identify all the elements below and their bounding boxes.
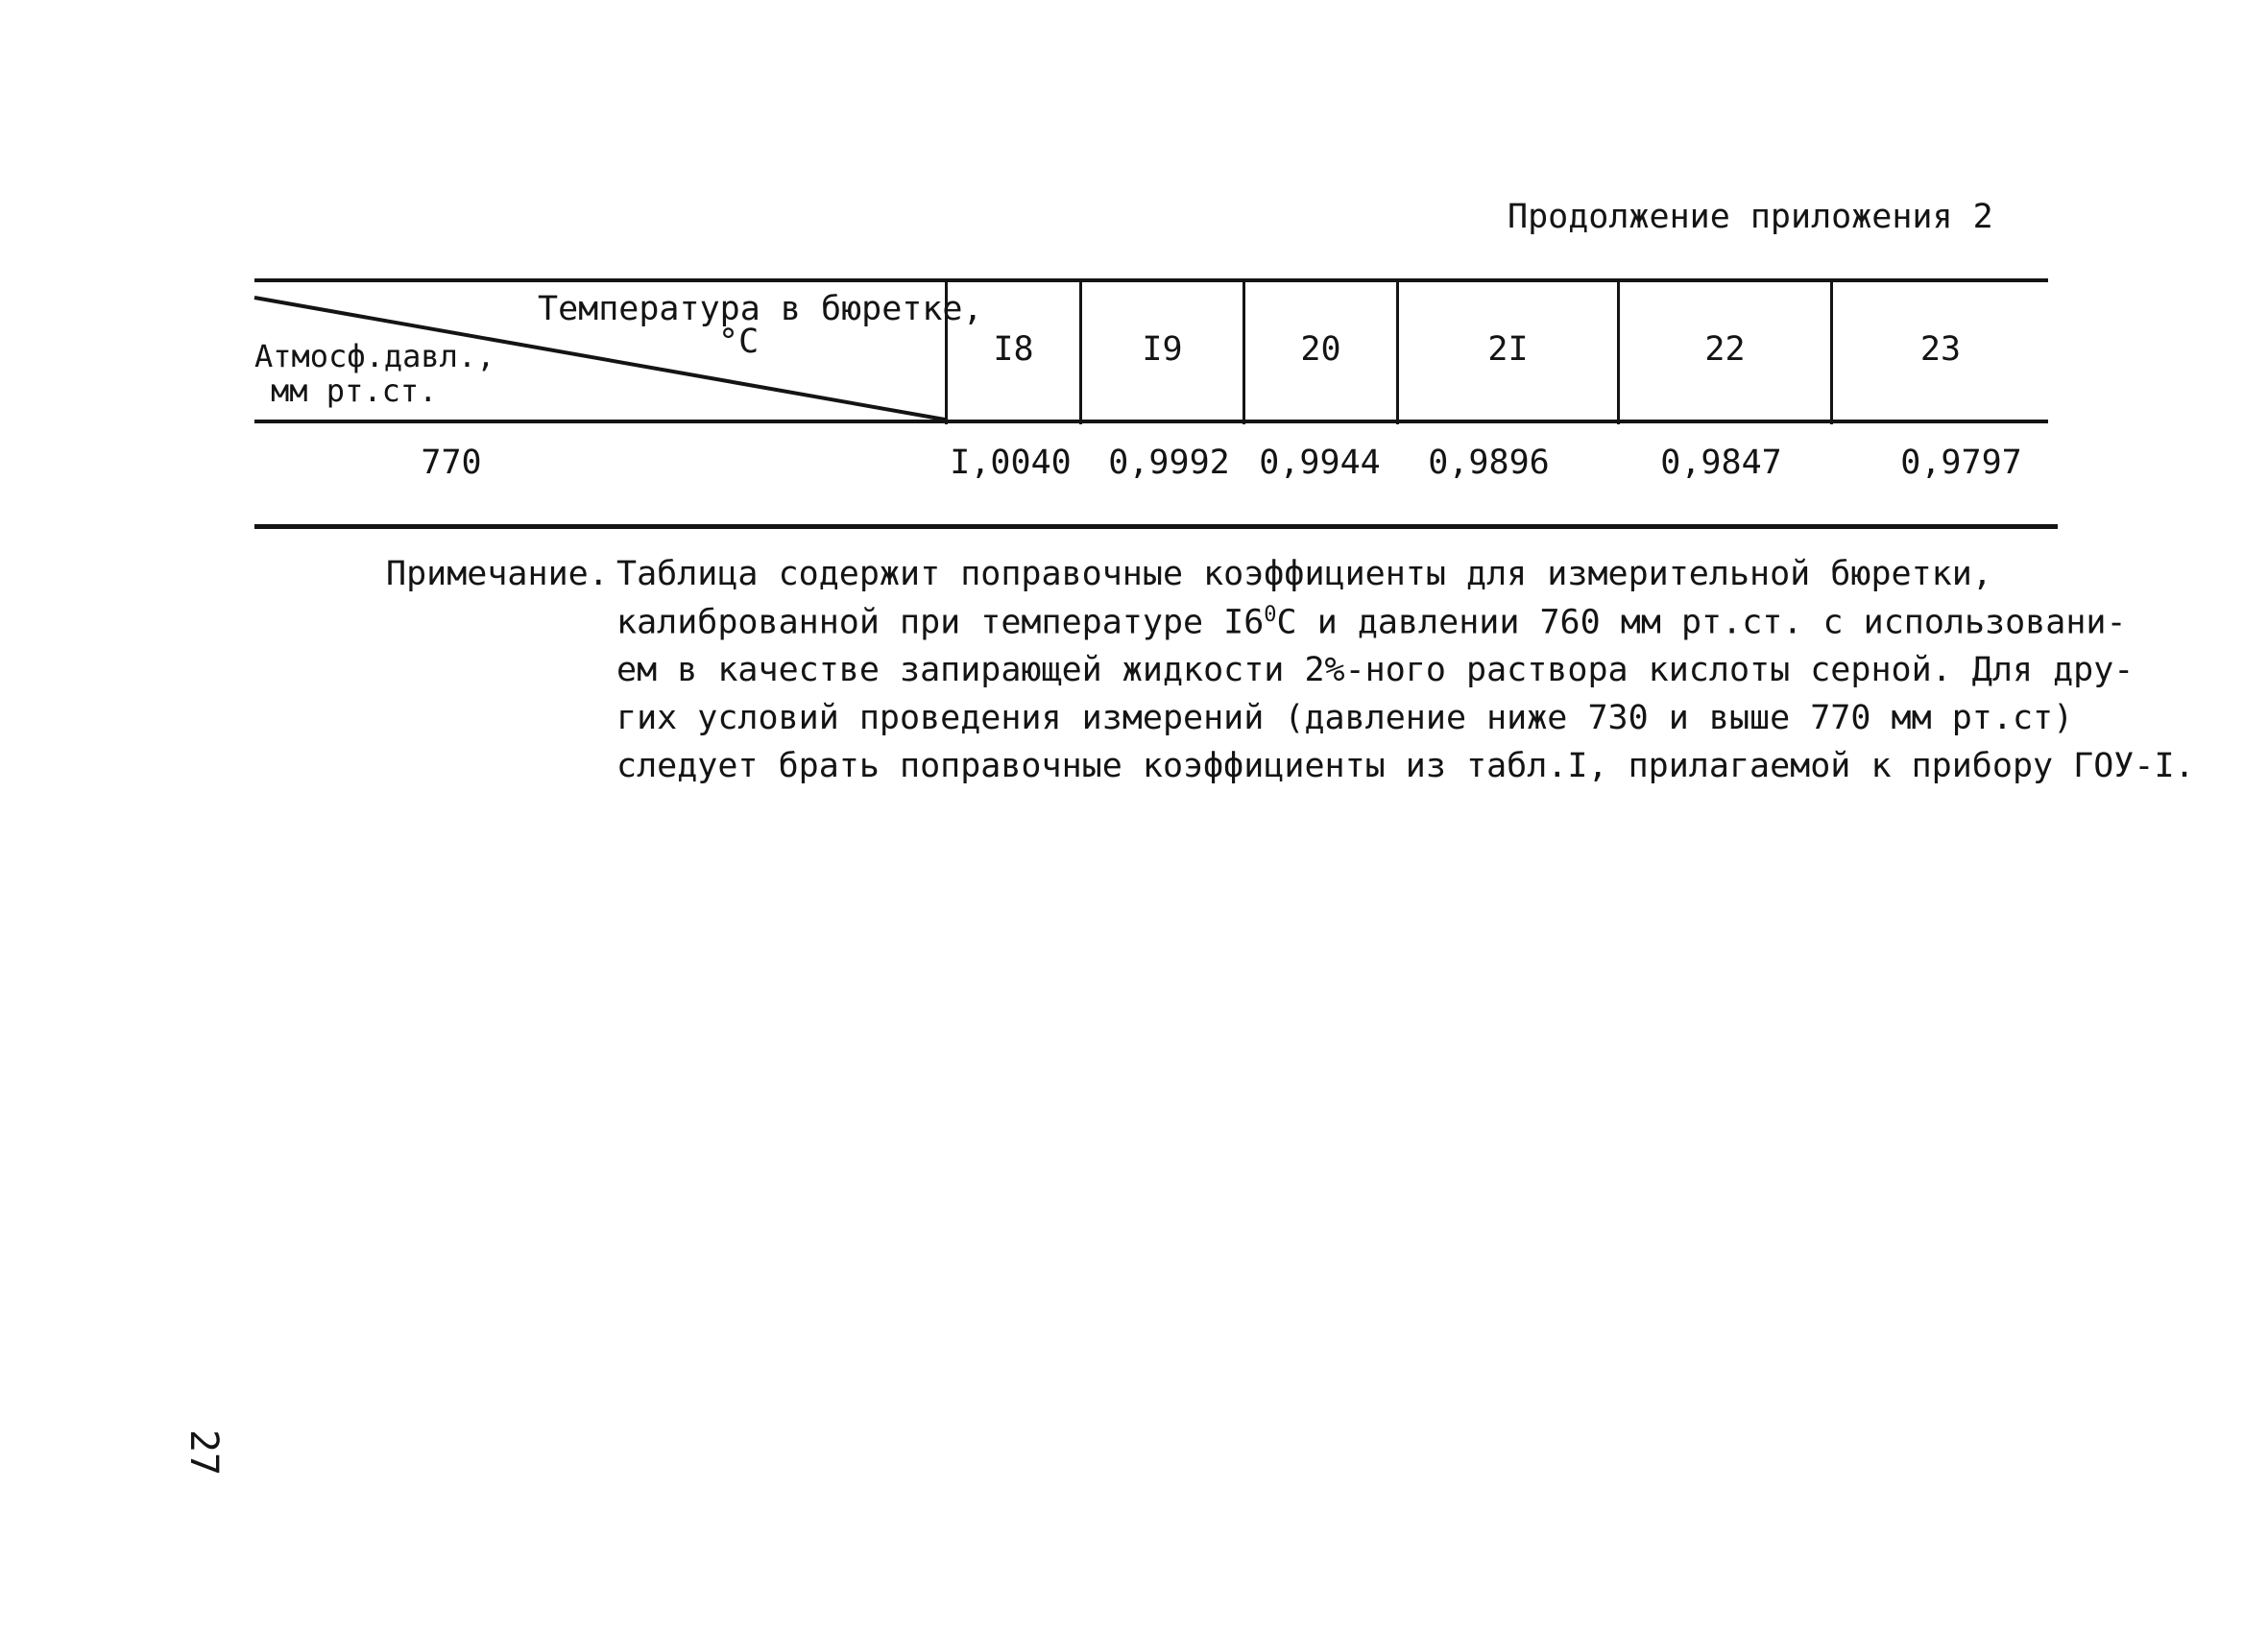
corner-temperature-unit: °C [718, 323, 760, 361]
degree-superscript: 0 [1264, 603, 1277, 627]
table-cell: 0,9896 [1428, 444, 1550, 482]
column-header: 20 [1300, 330, 1341, 369]
note-line: гих условий проведения измерений (давление ниже 730 и выше 770 мм рт.ст) [616, 699, 2074, 737]
table-cell: 0,9847 [1660, 444, 1782, 482]
table-cell: 0,9944 [1259, 444, 1381, 482]
column-header: I8 [993, 330, 1034, 369]
table-cell: 0,9992 [1108, 444, 1230, 482]
note-text: С и давлении 760 мм рт.ст. с использовани- [1276, 603, 2127, 642]
note-line: следует брать поправочные коэффициенты из табл.I, прилагаемой к прибору ГОУ-I. [616, 747, 2195, 785]
column-header: 22 [1704, 330, 1746, 369]
note-line [616, 603, 2127, 642]
column-header: 2I [1487, 330, 1529, 369]
note-label: Примечание. [386, 555, 609, 593]
corner-pressure-label: Атмосф.давл., [254, 338, 495, 374]
note-line: ем в качестве запирающей жидкости 2%-ного раствора кислоты серной. Для дру- [616, 651, 2135, 689]
row-pressure-value: 770 [421, 444, 482, 482]
column-header: 23 [1919, 330, 1962, 369]
corner-pressure-unit: мм рт.ст. [271, 372, 438, 409]
appendix-caption: Продолжение приложения 2 [1508, 198, 1993, 236]
note-line: Таблица содержит поправочные коэффициенты для измерительной бюретки, [616, 555, 1992, 593]
note-text: калиброванной при температуре I6 [616, 603, 1265, 642]
page-number: 27 [181, 1429, 227, 1477]
table-cell: I,0040 [950, 444, 1072, 482]
table-cell: 0,9797 [1900, 444, 2022, 482]
column-header: I9 [1142, 330, 1183, 369]
corner-temperature-label: Температура в бюретке, [538, 290, 983, 328]
